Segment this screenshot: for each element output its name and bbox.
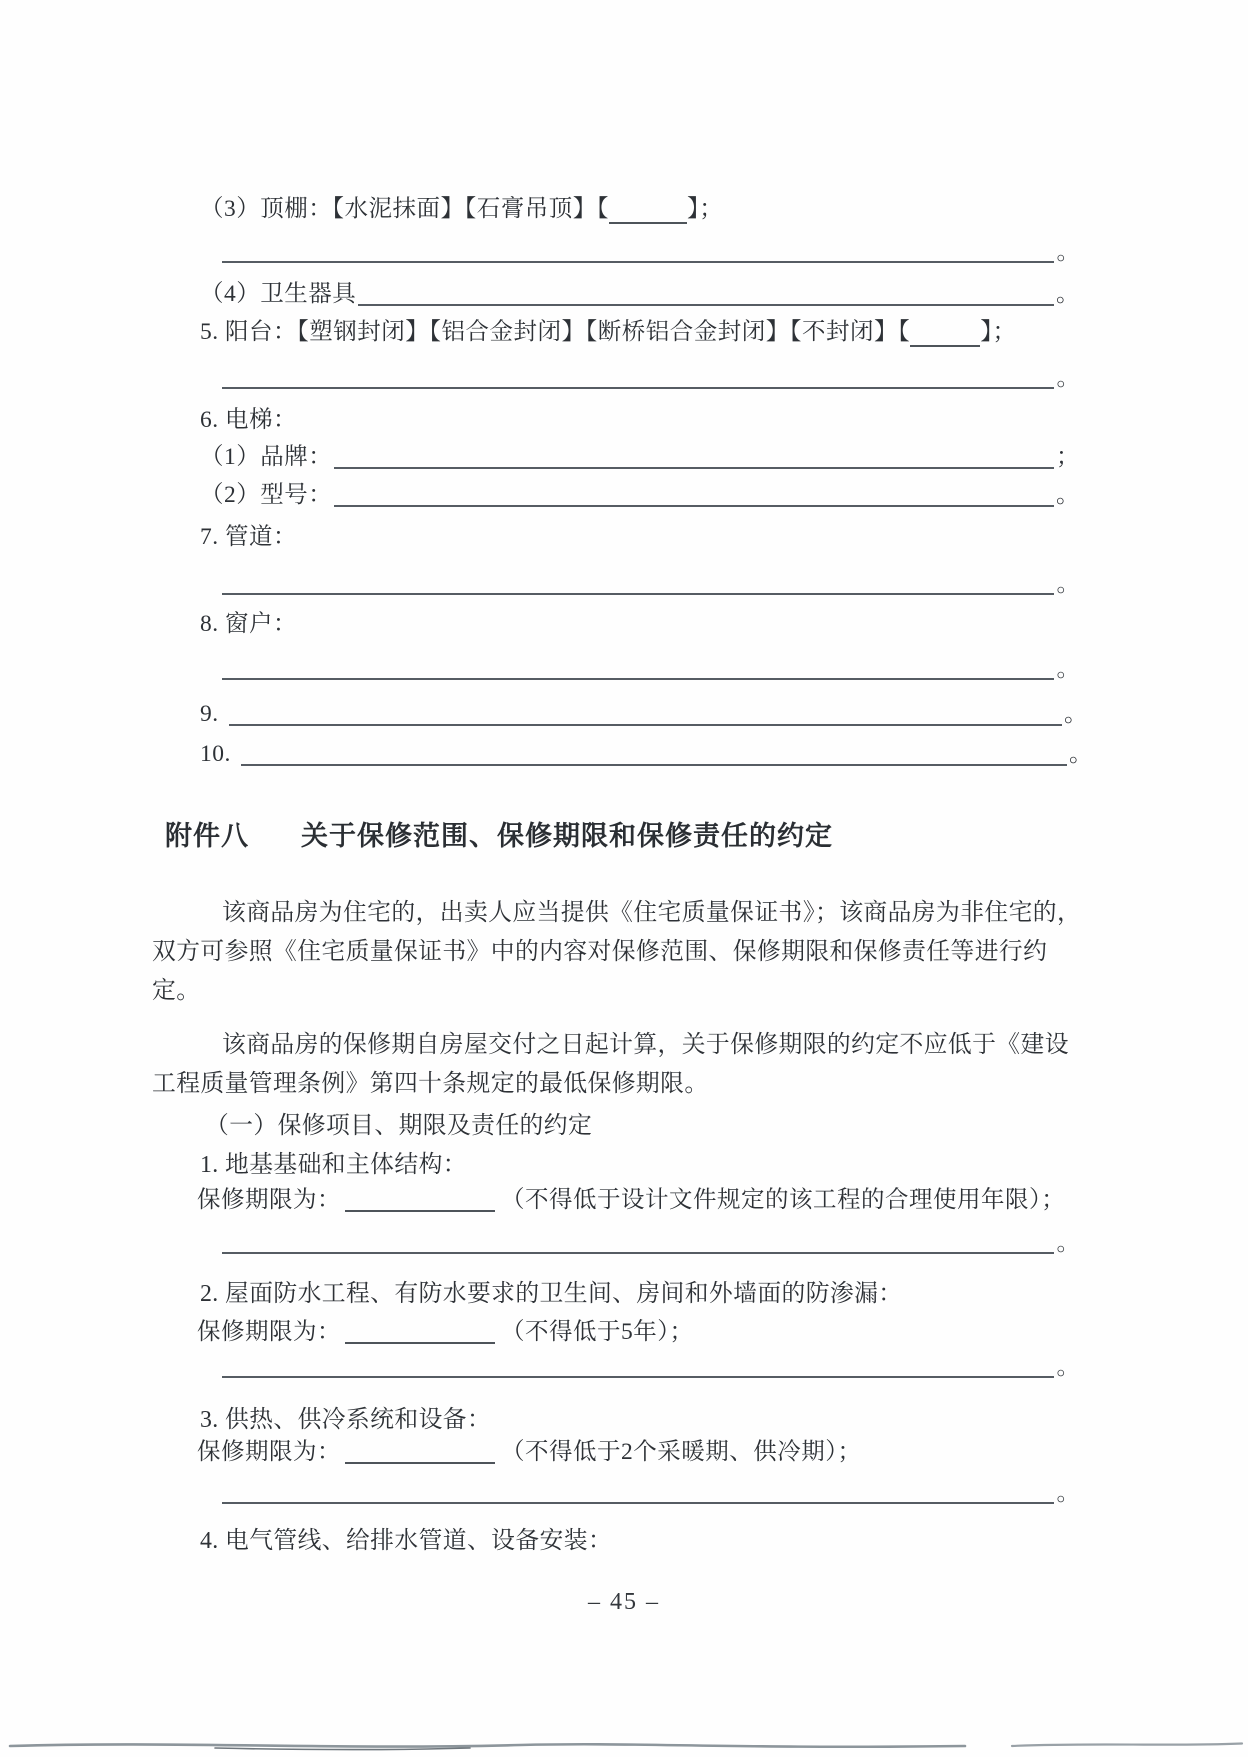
blank-ruled-line [229, 703, 1062, 727]
scan-edge-artifact [0, 1737, 1248, 1755]
fill-in-blank [345, 1439, 495, 1465]
warranty-3-term-line [197, 1438, 862, 1467]
item-3-tail: 】； [687, 196, 724, 222]
semicolon-mark: ； [1056, 444, 1080, 470]
blank-ruled-line [222, 572, 1054, 596]
fill-in-blank [609, 199, 687, 225]
blank-ruled-line [222, 1481, 1054, 1505]
warranty-4-title: 4. 电气管线、给排水管道、设备安装： [200, 1528, 613, 1554]
line-elevator-brand [200, 443, 1080, 472]
section-1-title: （一）保修项目、期限及责任的约定 [205, 1113, 593, 1139]
paragraph-2-line-1: 该商品房的保修期自房屋交付之日起计算，关于保修期限的约定不应低于《建设 [222, 1032, 1069, 1058]
blank-ruled-line [222, 240, 1054, 264]
period-mark: 。 [1056, 1354, 1080, 1380]
warranty-1-title: 1. 地基基础和主体结构： [200, 1152, 467, 1178]
ruled-line-7 [222, 1473, 1080, 1507]
item-3-text: （3）顶棚：【水泥抹面】【石膏吊顶】【 [200, 196, 609, 222]
period-mark: 。 [1056, 239, 1080, 265]
warranty-3-title: 3. 供热、供冷系统和设备： [200, 1407, 492, 1433]
brand-label: （1）品牌： [200, 444, 333, 470]
ruled-line-1 [222, 232, 1080, 266]
paragraph-1-line-3: 定。 [152, 978, 201, 1004]
ruled-line-3 [222, 564, 1080, 598]
period-mark: 。 [1056, 281, 1080, 307]
warranty-2-note: （不得低于5年）； [501, 1319, 694, 1345]
paragraph-1-line-2: 双方可参照《住宅质量保证书》中的内容对保修范围、保修期限和保修责任等进行约 [152, 939, 1048, 965]
period-mark: 。 [1069, 741, 1093, 767]
item-10-number: 10. [200, 741, 231, 767]
warranty-term-label: 保修期限为： [197, 1439, 341, 1465]
appendix-heading [165, 814, 833, 853]
line-item-6-elevator [200, 406, 297, 435]
warranty-1-term-line [197, 1186, 1065, 1215]
fill-in-blank [910, 322, 980, 348]
fill-in-blank [345, 1187, 495, 1213]
model-label: （2）型号： [200, 482, 333, 508]
item-4-text: （4）卫生器具 [200, 281, 357, 307]
blank-ruled-line [222, 1355, 1054, 1379]
line-item-9 [200, 700, 1088, 729]
warranty-3-note: （不得低于2个采暖期、供冷期）； [501, 1439, 862, 1465]
line-item-5-balcony [200, 318, 1098, 347]
ruled-line-4 [222, 649, 1080, 683]
item-5-tail: 】； [980, 319, 1017, 345]
item-8-text: 8. 窗户： [200, 611, 297, 637]
period-mark: 。 [1056, 571, 1080, 597]
period-mark: 。 [1056, 656, 1080, 682]
line-item-3-ceiling [200, 195, 1080, 224]
item-6-text: 6. 电梯： [200, 407, 297, 433]
ruled-line-5 [222, 1223, 1080, 1257]
line-elevator-model [200, 481, 1080, 510]
period-mark: 。 [1056, 1230, 1080, 1256]
warranty-term-label: 保修期限为： [197, 1319, 341, 1345]
line-item-8-windows [200, 610, 297, 639]
line-item-7-pipes [200, 523, 297, 552]
blank-ruled-line [241, 743, 1067, 767]
warranty-2-term-line [197, 1318, 694, 1347]
period-mark: 。 [1056, 1480, 1080, 1506]
period-mark: 。 [1064, 701, 1088, 727]
blank-ruled-line [222, 657, 1054, 681]
blank-ruled-line [222, 366, 1054, 390]
warranty-term-label: 保修期限为： [197, 1187, 341, 1213]
warranty-1-note: （不得低于设计文件规定的该工程的合理使用年限）； [501, 1187, 1066, 1213]
blank-ruled-line [334, 446, 1054, 470]
warranty-2-title: 2. 屋面防水工程、有防水要求的卫生间、房间和外墙面的防渗漏： [200, 1281, 903, 1307]
ruled-line-2 [222, 358, 1080, 392]
paragraph-1-line-1: 该商品房为住宅的，出卖人应当提供《住宅质量保证书》；该商品房为非住宅的， [222, 900, 1082, 926]
period-mark: 。 [1056, 365, 1080, 391]
item-5-text: 5. 阳台：【塑钢封闭】【铝合金封闭】【断桥铝合金封闭】【不封闭】【 [200, 319, 911, 345]
appendix-title: 关于保修范围、保修期限和保修责任的约定 [301, 821, 833, 851]
line-item-4-sanitary [200, 280, 1080, 309]
blank-ruled-line [334, 484, 1054, 508]
blank-ruled-line [358, 283, 1054, 307]
appendix-number: 附件八 [165, 821, 249, 851]
ruled-line-6 [222, 1347, 1080, 1381]
paragraph-2-line-2: 工程质量管理条例》第四十条规定的最低保修期限。 [152, 1071, 709, 1097]
period-mark: 。 [1056, 482, 1080, 508]
blank-ruled-line [222, 1231, 1054, 1255]
page-number: – 45 – [588, 1589, 660, 1615]
item-7-text: 7. 管道： [200, 524, 297, 550]
line-item-10 [200, 740, 1093, 769]
item-9-number: 9. [200, 701, 219, 727]
fill-in-blank [345, 1319, 495, 1345]
